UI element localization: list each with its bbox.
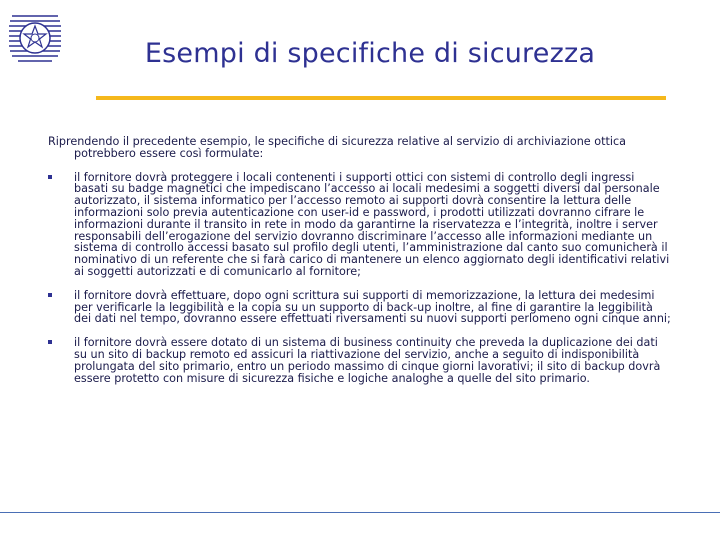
- bullet-text: il fornitore dovrà proteggere i locali contenenti i supporti ottici con sistemi di controllo degli ingressi basati su badge magnetici che impediscano l’accesso ai locali medesimi a soggetti diversi dal personale autorizzato, il sistema informatico per l’accesso remoto ai supporti dovrà consentire la lettura delle informazioni solo previa autenticazione con user-id e password, i prodotti utilizzati dovranno cifrare le informazioni durante il transito in rete in modo da garantirne la riservatezza e l’integrità, inoltre i server responsabili dell’erogazione del servizio dovranno discriminare l’accesso alle informazioni mediante un sistema di controllo accessi basato sul profilo degli utenti, l’amministrazione dal canto suo comunicherà il nominativo di un referente che si farà carico di mantenere un elenco aggiornato degli identificativi relativi ai soggetti autorizzati e di comunicarlo al fornitore;: [74, 170, 670, 278]
- bullet-item: [48, 337, 672, 384]
- bullet-marker-icon: [48, 340, 52, 344]
- bullet-item: [48, 172, 672, 278]
- title-underline: [96, 96, 666, 100]
- intro-paragraph: Riprendendo il precedente esempio, le specifiche di sicurezza relative al servizio di archiviazione ottica potrebbero essere così formulate:: [48, 135, 626, 160]
- bullet-text: il fornitore dovrà effettuare, dopo ogni scrittura sui supporti di memorizzazione, la lettura dei medesimi per verificarle la leggibilità e la copia su un supporto di back-up inoltre, al fine di garantire la leggibilità dei dati nel tempo, dovranno essere effettuati riversamenti su nuovi supporti perlomeno ogni cinque anni;: [74, 288, 671, 326]
- bullet-marker-icon: [48, 293, 52, 297]
- slide-content: [48, 136, 672, 396]
- bullet-marker-icon: [48, 175, 52, 179]
- slide-title: Esempi di specifiche di sicurezza: [144, 38, 596, 69]
- footer-divider: [0, 512, 720, 513]
- bullet-text: il fornitore dovrà essere dotato di un sistema di business continuity che preveda la duplicazione dei dati su un sito di backup remoto ed assicuri la riattivazione del servizio, anche a seguito di indisponibilità prolungata del sito primario, entro un periodo massimo di cinque giorni lavorativi; il sito di backup dovrà essere protetto con misure di sicurezza fisiche e logiche analoghe a quelle del sito primario.: [74, 336, 661, 385]
- bullet-item: [48, 290, 672, 325]
